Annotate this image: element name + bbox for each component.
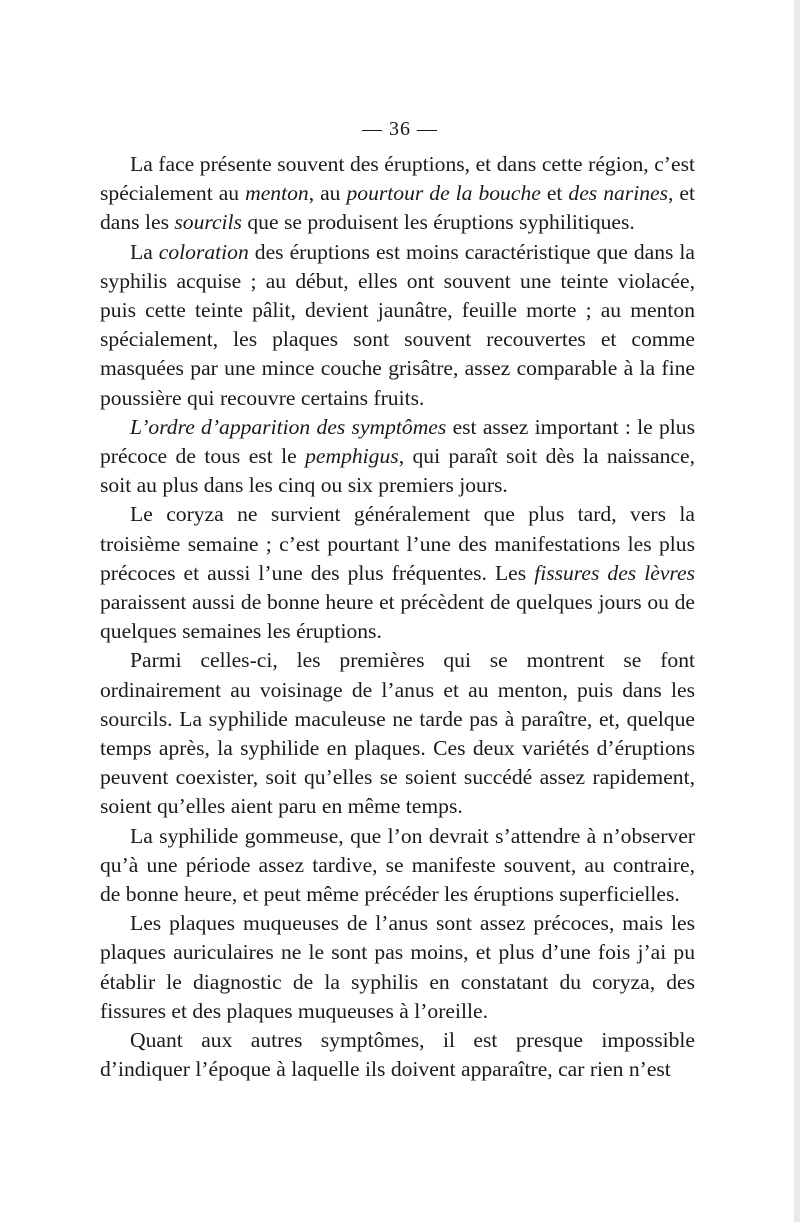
text-run: Le coryza ne survient généralement que plus tard, vers la troisième semaine ; c’est pourtant l’une des manifestations les plus précoces et aussi l’une des plus fréquentes. Les bbox=[100, 502, 695, 585]
text-run: La bbox=[130, 239, 159, 264]
paragraph bbox=[100, 150, 695, 238]
italic-text: fissures des lèvres bbox=[534, 560, 695, 585]
text-run: que se produisent les éruptions syphilitiques. bbox=[241, 210, 635, 235]
text-run: , qui paraît soit dès la naissance, soit au plus dans les cinq ou six premiers jours. bbox=[100, 444, 695, 498]
body-text bbox=[100, 150, 695, 1085]
paragraph bbox=[100, 822, 695, 910]
italic-text: L’ordre d’apparition des symptômes bbox=[130, 414, 447, 439]
text-run: , et dans les bbox=[100, 181, 695, 235]
page-edge-shadow bbox=[794, 0, 800, 1222]
italic-text: pemphigus bbox=[305, 444, 399, 469]
text-run: paraissent aussi de bonne heure et précèdent de quelques jours ou de quelques semaines les éruptions. bbox=[100, 590, 695, 644]
paragraph bbox=[100, 500, 695, 646]
paragraph bbox=[100, 909, 695, 1026]
text-run: Les plaques muqueuses de l’anus sont assez précoces, mais les plaques auriculaires ne le sont pas moins, et plus d’une fois j’ai pu établir le diagnostic de la syphilis en constatant du coryza, des fissures et des plaques muqueuses à l’oreille. bbox=[100, 911, 695, 1023]
text-run: des éruptions est moins caractéristique que dans la syphilis acquise ; au début, elles ont souvent une teinte violacée, puis cette teinte pâlit, devient jaunâtre, feuille morte ; au menton spécialement, les plaques sont souvent recouvertes et comme masquées par une mince couche grisâtre, assez comparable à la fine poussière qui recouvre certains fruits. bbox=[100, 239, 695, 410]
paragraph bbox=[100, 1026, 695, 1084]
text-run: et bbox=[540, 181, 569, 206]
text-run: Quant aux autres symptômes, il est presque impossible d’indiquer l’époque à laquelle ils doivent apparaître, car rien n’est bbox=[100, 1028, 695, 1082]
text-run: , au bbox=[308, 181, 347, 206]
text-run: Parmi celles-ci, les premières qui se montrent se font ordinairement au voisinage de l’anus et au menton, puis dans les sourcils. La syphilide maculeuse ne tarde pas à paraître, et, quelque temps après, la syphilide en plaques. Ces deux variétés d’éruptions peuvent coexister, soit qu’elles se soient succédé assez rapidement, soient qu’elles aient paru en même temps. bbox=[100, 648, 695, 819]
paragraph bbox=[100, 646, 695, 821]
italic-text: des narines bbox=[568, 181, 668, 206]
italic-text: sourcils bbox=[174, 210, 242, 235]
text-run: La face présente souvent des éruptions, et dans cette région, c’est spécialement au bbox=[100, 152, 695, 206]
italic-text: pourtour de la bouche bbox=[346, 181, 541, 206]
italic-text: menton bbox=[245, 181, 309, 206]
paragraph bbox=[100, 238, 695, 413]
paragraph bbox=[100, 413, 695, 501]
page-number: — 36 — bbox=[362, 118, 438, 140]
italic-text: coloration bbox=[158, 239, 249, 264]
text-run: est assez important : le plus précoce de tous est le bbox=[100, 414, 695, 469]
text-run: La syphilide gommeuse, que l’on devrait s’attendre à n’observer qu’à une période assez tardive, se manifeste souvent, au contraire, de bonne heure, et peut même précéder les éruptions superficielles. bbox=[100, 823, 695, 907]
